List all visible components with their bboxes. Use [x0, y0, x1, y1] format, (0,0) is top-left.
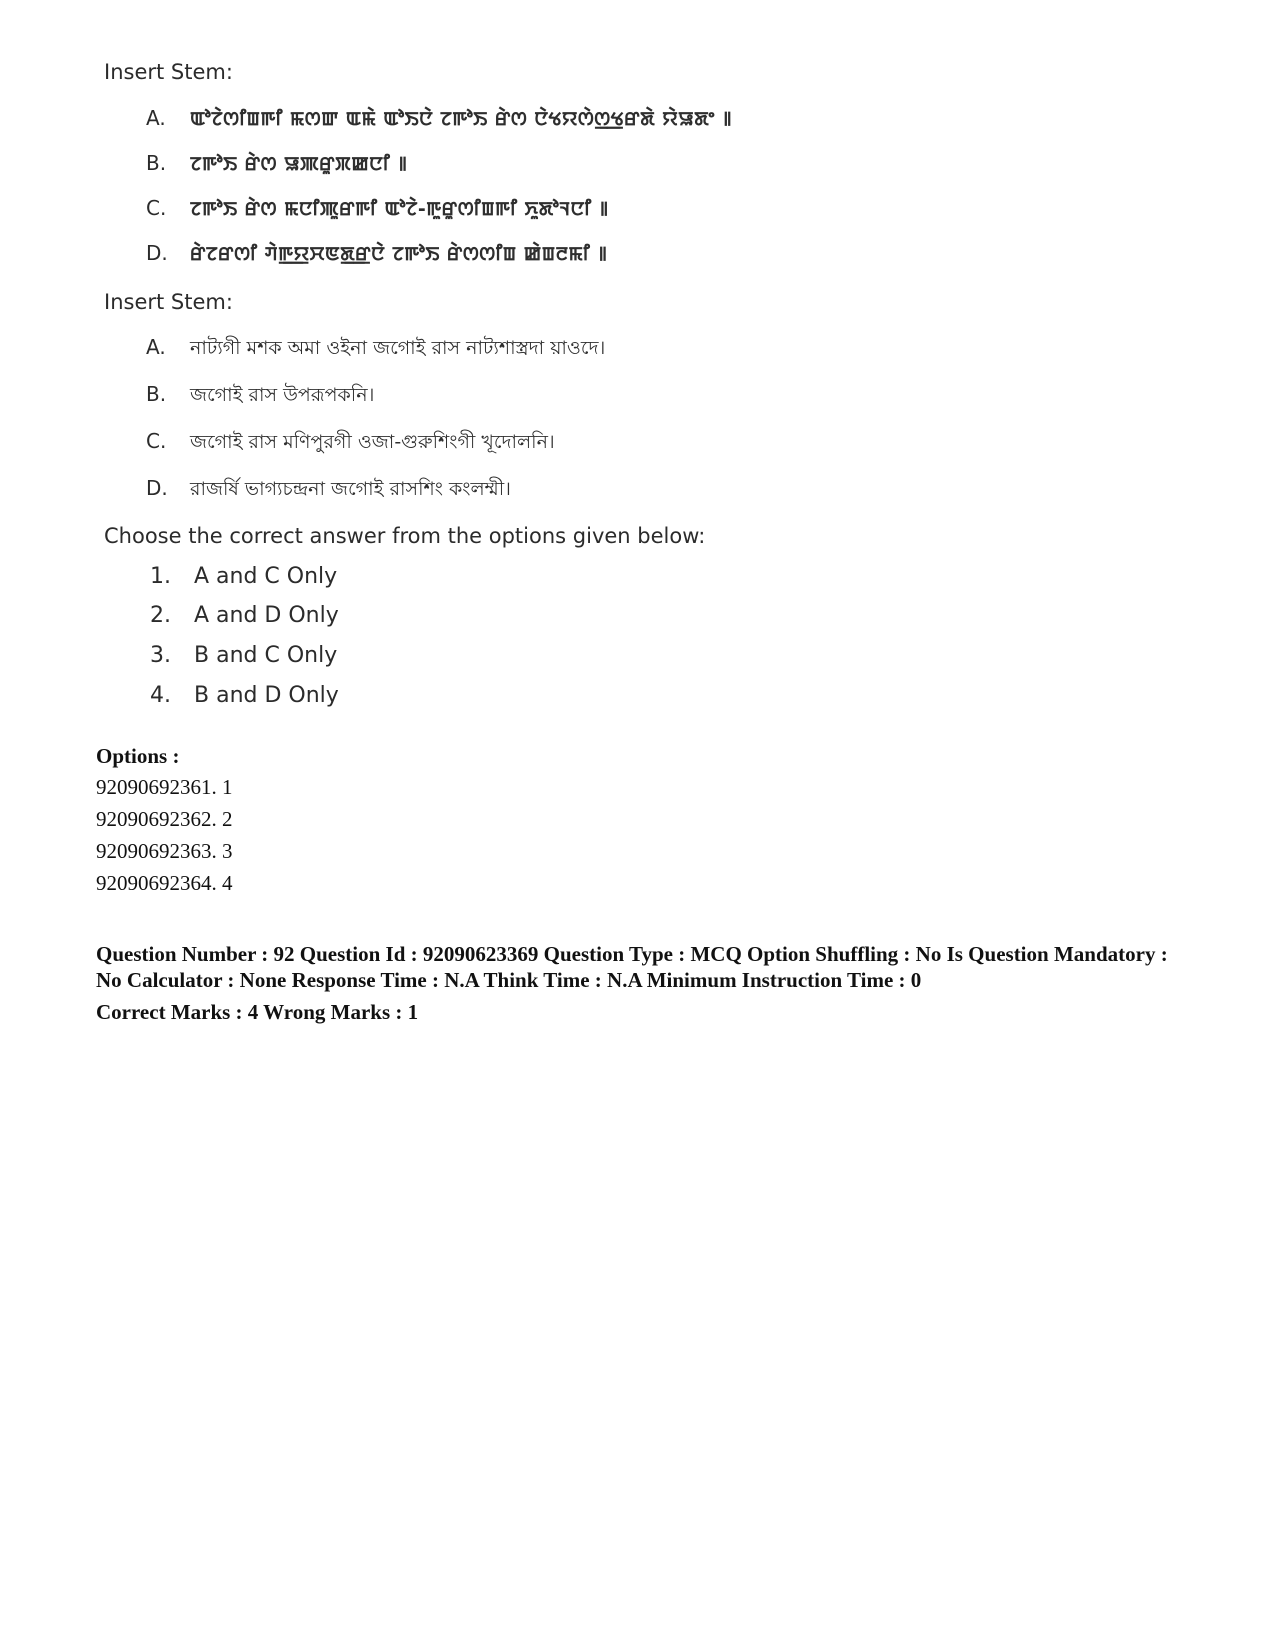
stem-2-item-b	[146, 381, 374, 413]
stem-2-text-c: জগোই রাস মণিপুরগী ওজা-গুরুশিংগী খূদোলনি।	[190, 431, 555, 453]
stem-2-item-c	[146, 428, 555, 460]
question-info	[96, 941, 1186, 1025]
answer-choice-2	[150, 603, 339, 628]
stem-1-text-a: ꯑꯣꯖꯥꯁꯤꯡꯒꯤ ꯃꯁꯛ ꯑꯃꯥ ꯑꯣꯏꯅꯥ ꯖꯒꯣꯏ ꯔꯥꯁ ꯅꯥꯠꯌꯁꯥꯁ꯭ꯠꯔꯗꯥ ꯌꯥꯎꯗꯦ ꯫	[190, 108, 733, 130]
stem-heading-2: Insert Stem:	[104, 290, 233, 314]
stem-1-letter-c: C.	[146, 196, 167, 220]
stem-2-letter-b: B.	[146, 382, 167, 406]
stem-2-item-a	[146, 334, 605, 366]
answer-choice-1-number: 1.	[150, 564, 171, 589]
option-line-2: 92090692362. 2	[96, 807, 233, 831]
stem-1-text-c: ꯖꯒꯣꯏ ꯔꯥꯁ ꯃꯅꯤꯄꯨꯔꯒꯤ ꯑꯣꯖꯥ-ꯒꯨꯔꯨꯁꯤꯡꯒꯤ ꯈꯨꯗꯣꯜꯅꯤ ꯫	[190, 198, 609, 220]
answer-choice-4-text: B and D Only	[194, 683, 339, 708]
answer-choice-4	[150, 683, 339, 708]
stem-1-text-b: ꯖꯒꯣꯏ ꯔꯥꯁ ꯎꯄꯔꯨꯞꯀꯅꯤ ꯫	[190, 153, 408, 175]
stem-1-item-d	[146, 241, 607, 267]
option-line-1: 92090692361. 1	[96, 775, 233, 799]
answer-choice-2-text: A and D Only	[194, 603, 339, 628]
stem-2-text-d: রাজর্ষি ভাগ্যচন্দ্রনা জগোই রাসশিং কংলম্মী।	[190, 478, 511, 500]
option-line-4: 92090692364. 4	[96, 871, 233, 895]
answer-choice-3	[150, 643, 337, 668]
stem-1-item-c	[146, 196, 609, 222]
answer-choice-4-number: 4.	[150, 683, 171, 708]
stem-1-text-d: ꯔꯥꯖꯔꯁꯤ ꯚꯥꯒ꯭ꯌꯆꯟꯗ꯭ꯔꯅꯥ ꯖꯒꯣꯏ ꯔꯥꯁꯁꯤꯡ ꯀꯥꯡꯂꯃꯤ ꯫	[190, 243, 608, 265]
answer-choice-1	[150, 564, 337, 589]
option-line-3: 92090692363. 3	[96, 839, 233, 863]
stem-heading-1: Insert Stem:	[104, 60, 233, 84]
options-title: Options :	[96, 744, 180, 768]
stem-2-letter-d: D.	[146, 476, 168, 500]
stem-1-letter-d: D.	[146, 241, 168, 265]
stem-2-item-d	[146, 475, 511, 507]
answer-choice-3-number: 3.	[150, 643, 171, 668]
stem-2-text-b: জগোই রাস উপরূপকনি।	[190, 384, 375, 406]
question-marks: Correct Marks : 4 Wrong Marks : 1	[96, 1000, 419, 1024]
stem-1-letter-b: B.	[146, 151, 167, 175]
stem-2-letter-c: C.	[146, 429, 167, 453]
answer-choice-1-text: A and C Only	[194, 564, 338, 589]
stem-1-letter-a: A.	[146, 106, 166, 130]
answer-choice-2-number: 2.	[150, 603, 171, 628]
stem-2-letter-a: A.	[146, 335, 166, 359]
answer-choice-3-text: B and C Only	[194, 643, 338, 668]
question-info-details: Question Number : 92 Question Id : 92090623369 Question Type : MCQ Option Shuffling : No Is Question Mandatory : No Calculator : None Response Time : N.A Think Time : N.A Minimum Instruction Time : 0	[96, 942, 1168, 992]
choose-instruction: Choose the correct answer from the options given below:	[104, 524, 706, 548]
stem-1-item-a	[146, 106, 732, 132]
stem-1-item-b	[146, 151, 407, 177]
stem-2-text-a: নাট্যগী মশক অমা ওইনা জগোই রাস নাট্যশাস্ত্রদা য়াওদে।	[190, 337, 606, 359]
